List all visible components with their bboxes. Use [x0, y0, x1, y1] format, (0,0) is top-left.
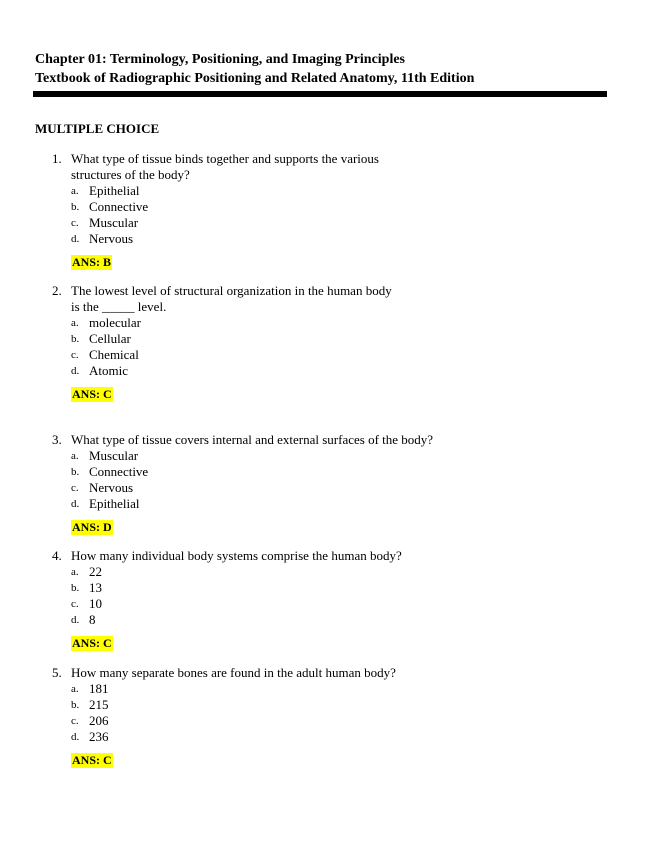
- option-c: [71, 215, 612, 231]
- options-list: [71, 564, 612, 628]
- answer-key: ANS: D: [72, 520, 112, 534]
- option-a: [71, 315, 612, 331]
- option-c: [71, 347, 612, 363]
- option-letter: c.: [71, 715, 79, 727]
- question-text-line: How many separate bones are found in the adult human body?: [71, 665, 396, 680]
- question-text-line: structures of the body?: [71, 167, 190, 182]
- options-list: [71, 315, 612, 379]
- answer-key: ANS: C: [72, 753, 112, 767]
- option-text: 236: [89, 729, 109, 744]
- question-4: [52, 548, 612, 652]
- option-text: 22: [89, 564, 102, 579]
- option-text: 10: [89, 596, 102, 611]
- option-b: [71, 331, 612, 347]
- question-number: 4.: [52, 548, 62, 563]
- option-text: Chemical: [89, 347, 139, 362]
- header-divider: [33, 91, 607, 97]
- option-letter: d.: [71, 233, 80, 245]
- option-text: Muscular: [89, 448, 139, 463]
- question-text-line: What type of tissue covers internal and external surfaces of the body?: [71, 432, 434, 447]
- option-letter: c.: [71, 598, 79, 610]
- option-letter: c.: [71, 217, 79, 229]
- option-d: [71, 363, 612, 379]
- option-text: Connective: [89, 464, 149, 479]
- option-text: Atomic: [89, 363, 128, 378]
- option-a: [71, 448, 612, 464]
- option-d: [71, 496, 612, 512]
- option-letter: c.: [71, 482, 79, 494]
- answer-key: ANS: C: [72, 636, 112, 650]
- option-letter: d.: [71, 498, 80, 510]
- question-number: 2.: [52, 283, 62, 298]
- option-letter: a.: [71, 185, 79, 197]
- option-c: [71, 713, 612, 729]
- option-d: [71, 612, 612, 628]
- answer-key: ANS: B: [72, 255, 112, 269]
- option-letter: b.: [71, 333, 80, 345]
- question-5: [52, 665, 612, 769]
- option-letter: b.: [71, 466, 80, 478]
- chapter-title: Chapter 01: Terminology, Positioning, and Imaging Principles: [35, 52, 406, 67]
- option-text: Connective: [89, 199, 149, 214]
- option-a: [71, 681, 612, 697]
- option-d: [71, 729, 612, 745]
- option-b: [71, 580, 612, 596]
- question-text-line: How many individual body systems comprise the human body?: [71, 548, 402, 563]
- option-a: [71, 564, 612, 580]
- option-text: molecular: [89, 315, 141, 330]
- option-letter: d.: [71, 365, 80, 377]
- option-text: Nervous: [89, 231, 134, 246]
- option-c: [71, 480, 612, 496]
- option-b: [71, 464, 612, 480]
- option-letter: d.: [71, 731, 80, 743]
- section-title: MULTIPLE CHOICE: [35, 121, 160, 136]
- option-text: 206: [89, 713, 109, 728]
- document-header: [35, 50, 615, 88]
- answer-key: ANS: C: [72, 387, 112, 401]
- option-letter: a.: [71, 683, 79, 695]
- option-letter: a.: [71, 317, 79, 329]
- options-list: [71, 448, 612, 512]
- option-c: [71, 596, 612, 612]
- option-text: Cellular: [89, 331, 131, 346]
- question-text-line: The lowest level of structural organization in the human body: [71, 283, 392, 298]
- option-letter: b.: [71, 201, 80, 213]
- option-b: [71, 199, 612, 215]
- question-text-line: What type of tissue binds together and supports the various: [71, 151, 379, 166]
- textbook-title: Textbook of Radiographic Positioning and Related Anatomy, 11th Edition: [35, 71, 475, 86]
- option-text: Epithelial: [89, 183, 140, 198]
- options-list: [71, 681, 612, 745]
- option-d: [71, 231, 612, 247]
- option-text: Nervous: [89, 480, 134, 495]
- option-text: 13: [89, 580, 102, 595]
- option-text: Epithelial: [89, 496, 140, 511]
- option-letter: a.: [71, 566, 79, 578]
- question-number: 5.: [52, 665, 62, 680]
- option-text: 215: [89, 697, 109, 712]
- question-1: [52, 151, 612, 271]
- option-a: [71, 183, 612, 199]
- question-2: [52, 283, 612, 403]
- option-b: [71, 697, 612, 713]
- option-text: Muscular: [89, 215, 139, 230]
- question-number: 3.: [52, 432, 62, 447]
- question-number: 1.: [52, 151, 62, 166]
- options-list: [71, 183, 612, 247]
- option-text: 8: [89, 612, 96, 627]
- option-letter: c.: [71, 349, 79, 361]
- question-text-line: is the _____ level.: [71, 299, 167, 314]
- option-letter: d.: [71, 614, 80, 626]
- option-text: 181: [89, 681, 109, 696]
- question-3: [52, 432, 612, 536]
- option-letter: a.: [71, 450, 79, 462]
- option-letter: b.: [71, 699, 80, 711]
- option-letter: b.: [71, 582, 80, 594]
